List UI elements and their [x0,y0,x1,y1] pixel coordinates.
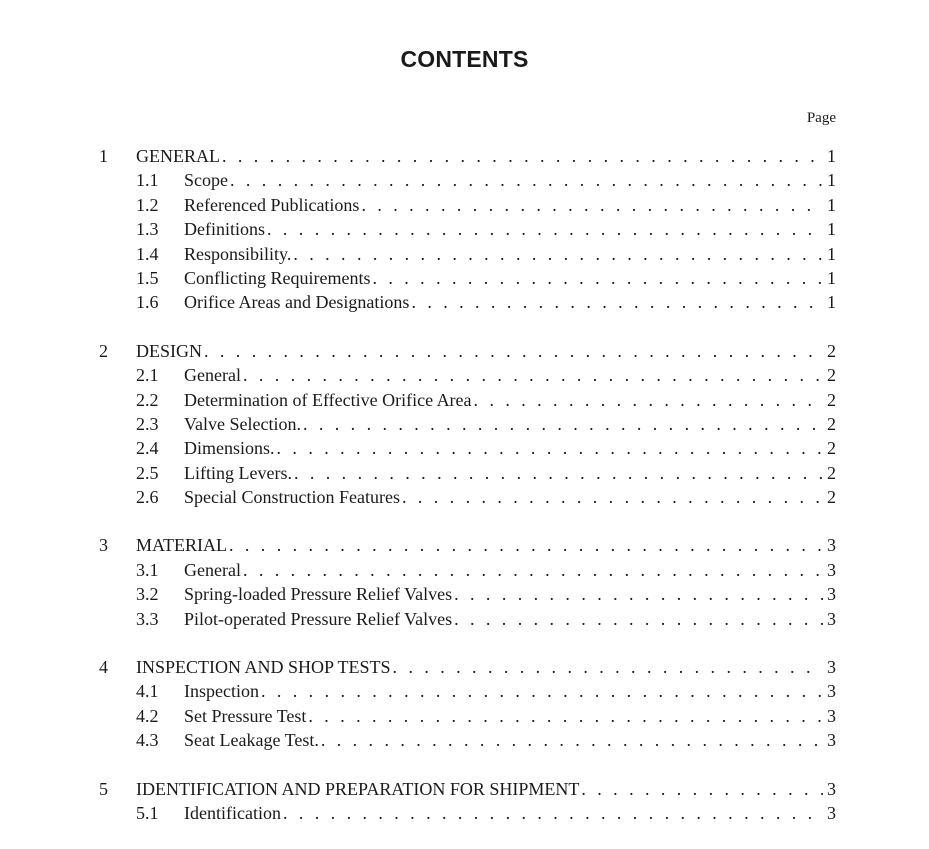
toc-entry-number: 3.2 [136,584,159,605]
dot-leader [474,388,823,412]
toc-entry-title: Special Construction Features [184,487,400,508]
toc-entry-page-number: 1 [827,243,836,264]
toc-entry-title-wrap [136,339,829,363]
toc-entry-page-number: 2 [827,413,836,434]
toc-entry-title-wrap [184,436,829,460]
dot-leader [393,655,823,679]
toc-subsection-1-5[interactable] [0,266,929,290]
toc-entry-page-number: 1 [827,146,836,166]
toc-entry-number: 3.3 [136,608,159,629]
toc-section-4[interactable] [0,655,929,679]
toc-section-1[interactable] [0,144,929,168]
dot-leader [261,679,823,703]
toc-entry-title-wrap [184,679,829,703]
toc-section-block [0,144,929,315]
toc-subsection-1-1[interactable] [0,168,929,192]
dot-leader [454,582,823,606]
toc-entry-number: 4 [99,657,108,678]
toc-subsection-1-3[interactable] [0,217,929,241]
dot-leader [303,412,823,436]
toc-entry-title: Dimensions. [184,438,275,459]
toc-entry-page-number: 2 [827,340,836,361]
toc-section-2[interactable] [0,339,929,363]
toc-entry-title: Pilot-operated Pressure Relief Valves [184,608,453,629]
toc-entry-page-number: 1 [827,267,836,288]
toc-entry-title: Identification [184,802,281,823]
toc-entry-title: Scope [184,170,228,191]
toc-entry-page-number: 2 [827,487,836,508]
dot-leader [229,533,823,557]
table-of-contents [0,144,929,849]
toc-entry-title: GENERAL [136,146,220,166]
toc-entry-title-wrap [184,607,829,631]
toc-entry-page-number: 3 [827,608,836,629]
toc-entry-title-wrap [184,193,829,217]
toc-section-block [0,533,929,631]
toc-entry-title-wrap [184,290,829,314]
toc-entry-page-number: 3 [827,535,836,556]
toc-subsection-4-1[interactable] [0,679,929,703]
toc-entry-title: Determination of Effective Orifice Area [184,389,472,410]
toc-section-block [0,777,929,826]
toc-entry-page-number: 2 [827,365,836,386]
toc-section-block [0,655,929,753]
toc-entry-title-wrap [184,801,829,825]
page-column-label: Page [806,110,836,126]
toc-entry-title-wrap [184,461,829,485]
toc-entry-title: INSPECTION AND SHOP TESTS [136,657,391,678]
dot-leader [277,436,823,460]
toc-entry-number: 1.1 [136,170,159,191]
dot-leader [402,485,823,509]
toc-subsection-3-3[interactable] [0,607,929,631]
dot-leader [267,217,823,241]
dot-leader [411,290,823,314]
toc-subsection-1-2[interactable] [0,193,929,217]
toc-subsection-1-6[interactable] [0,290,929,314]
toc-entry-title: Seat Leakage Test. [184,730,319,751]
toc-entry-number: 5.1 [136,802,159,823]
toc-entry-title-wrap [136,777,829,801]
dot-leader [243,363,823,387]
toc-entry-title: Conflicting Requirements [184,267,371,288]
toc-entry-page-number: 3 [827,802,836,823]
toc-entry-number: 5 [99,778,108,799]
toc-entry-number: 2.6 [136,487,159,508]
dot-leader [243,558,823,582]
toc-entry-title-wrap [136,533,829,557]
toc-entry-title-wrap [184,242,829,266]
toc-entry-page-number: 3 [827,778,836,799]
toc-entry-number: 3.1 [136,559,159,580]
toc-entry-title-wrap [184,388,829,412]
toc-entry-title: General [184,559,241,580]
dot-leader [581,777,823,801]
toc-entry-number: 4.2 [136,705,159,726]
toc-entry-title: Responsibility. [184,243,292,264]
toc-entry-title: Valve Selection. [184,413,301,434]
toc-entry-title-wrap [184,266,829,290]
toc-entry-title: Orifice Areas and Designations [184,292,410,313]
toc-section-5[interactable] [0,777,929,801]
toc-entry-title-wrap [184,558,829,582]
toc-entry-page-number: 1 [827,194,836,215]
toc-entry-number: 1.3 [136,219,159,240]
toc-entry-title-wrap [136,655,829,679]
dot-leader [204,339,823,363]
toc-entry-page-number: 3 [827,681,836,702]
toc-entry-number: 2.3 [136,413,159,434]
toc-entry-title: Spring-loaded Pressure Relief Valves [184,584,453,605]
toc-subsection-2-4[interactable] [0,436,929,460]
toc-entry-number: 1.4 [136,243,159,264]
toc-subsection-2-1[interactable] [0,363,929,387]
toc-entry-page-number: 1 [827,219,836,240]
toc-entry-page-number: 2 [827,438,836,459]
dot-leader [283,801,823,825]
toc-entry-number: 3 [99,535,108,556]
toc-entry-number: 2.4 [136,438,159,459]
toc-entry-page-number: 1 [827,170,836,191]
toc-entry-title: General [184,365,241,386]
toc-subsection-4-3[interactable] [0,728,929,752]
toc-entry-number: 2.2 [136,389,159,410]
dot-leader [361,193,823,217]
dot-leader [372,266,823,290]
toc-subsection-2-6[interactable] [0,485,929,509]
toc-entry-title-wrap [184,485,829,509]
toc-subsection-3-1[interactable] [0,558,929,582]
toc-section-3[interactable] [0,533,929,557]
toc-entry-page-number: 3 [827,657,836,678]
page-title: CONTENTS [400,46,529,72]
toc-entry-page-number: 2 [827,462,836,483]
dot-leader [222,144,823,168]
dot-leader [308,704,823,728]
toc-subsection-2-5[interactable] [0,461,929,485]
toc-entry-title-wrap [184,582,829,606]
dot-leader [230,168,823,192]
toc-entry-title-wrap [136,144,829,168]
toc-entry-title: Set Pressure Test [184,705,307,726]
toc-subsection-2-3[interactable] [0,412,929,436]
toc-entry-title: Inspection [184,681,259,702]
toc-entry-number: 1 [99,146,108,166]
toc-entry-number: 2 [99,340,108,361]
toc-entry-title: Lifting Levers. [184,462,292,483]
toc-entry-number: 1.5 [136,267,159,288]
toc-entry-title-wrap [184,363,829,387]
toc-entry-number: 1.2 [136,194,159,215]
toc-section-block [0,339,929,510]
toc-subsection-2-2[interactable] [0,388,929,412]
toc-entry-title: Definitions [184,219,265,240]
toc-entry-title-wrap [184,704,829,728]
dot-leader [293,242,823,266]
toc-entry-title-wrap [184,217,829,241]
toc-entry-title: MATERIAL [136,535,227,556]
toc-entry-page-number: 3 [827,559,836,580]
toc-entry-page-number: 1 [827,292,836,313]
toc-entry-number: 1.6 [136,292,159,313]
toc-entry-title: Referenced Publications [184,194,360,215]
toc-entry-title-wrap [184,412,829,436]
toc-entry-number: 2.1 [136,365,159,386]
toc-entry-number: 4.3 [136,730,159,751]
toc-entry-title: DESIGN [136,340,202,361]
toc-subsection-3-2[interactable] [0,582,929,606]
toc-entry-page-number: 3 [827,705,836,726]
toc-subsection-4-2[interactable] [0,704,929,728]
toc-entry-page-number: 2 [827,389,836,410]
toc-entry-title-wrap [184,728,829,752]
toc-entry-number: 4.1 [136,681,159,702]
dot-leader [321,728,823,752]
toc-subsection-5-1[interactable] [0,801,929,825]
toc-entry-page-number: 3 [827,584,836,605]
toc-subsection-1-4[interactable] [0,242,929,266]
toc-entry-number: 2.5 [136,462,159,483]
dot-leader [294,461,823,485]
toc-entry-title-wrap [184,168,829,192]
dot-leader [454,607,823,631]
toc-entry-title: IDENTIFICATION AND PREPARATION FOR SHIPMENT [136,778,580,799]
toc-entry-page-number: 3 [827,730,836,751]
